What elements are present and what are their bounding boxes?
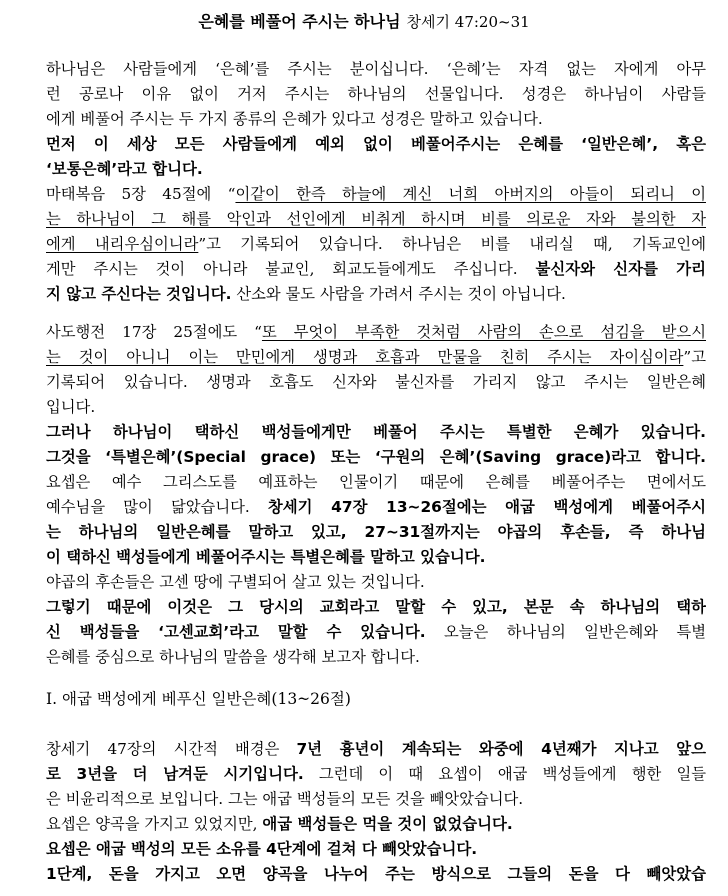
paragraph-line: 요셉은 예수 그리스도를 예표하는 인물이기 때문에 은혜를 베풀어주는 면에서도: [46, 473, 706, 491]
sermon-title: [0, 8, 728, 36]
section-heading: I. 애굽 백성에게 베푸신 일반은혜(13~26절): [46, 690, 351, 708]
bold-line: 요셉은 애굽 백성의 모든 소유를 4단계에 걸쳐 다 빼앗았습니다.: [46, 840, 478, 858]
paragraph-line: 요셉은 양곡을 가지고 있었지만, 애굽 백성들은 먹을 것이 없었습니다.: [46, 815, 513, 833]
paragraph-line: 입니다.: [46, 398, 96, 416]
scripture-reference: 창세기 47:20~31: [406, 13, 530, 31]
paragraph-line: 은혜를 중심으로 하나님의 말씀을 생각해 보고자 합니다.: [46, 648, 420, 666]
bold-line: 그렇기 때문에 이것은 그 당시의 교회라고 말할 수 있고, 본문 속 하나님의 택하: [46, 598, 706, 616]
paragraph-line: 런 공로나 이유 없이 거저 주시는 하나님의 선물입니다. 성경은 하나님이 사람들: [46, 85, 706, 103]
paragraph-line: 에게 베풀어 주시는 두 가지 종류의 은혜가 있다고 성경은 말하고 있습니다.: [46, 110, 543, 128]
paragraph-line: 게만 주시는 것이 아니라 불교인, 회교도들에게도 주십니다. 불신자와 신자를 가리: [46, 260, 706, 278]
paragraph-line: 야곱의 후손들은 고센 땅에 구별되어 살고 있는 것입니다.: [46, 573, 425, 591]
paragraph-line: 기록되어 있습니다. 생명과 호흡도 신자와 불신자를 가리지 않고 주시는 일반은혜: [46, 373, 706, 391]
sermon-title-text: 은혜를 베풀어 주시는 하나님: [198, 12, 401, 31]
paragraph-line: 예수님을 많이 닮았습니다. 창세기 47장 13~26절에는 애굽 백성에게 베풀어주시: [46, 498, 706, 516]
bold-line: 이 택하신 백성들에게 베풀어주시는 특별은혜를 말하고 있습니다.: [46, 548, 486, 566]
bold-line: 는 하나님의 일반은혜를 말하고 있고, 27~31절까지는 야곱의 후손들, 즉 하나님: [46, 523, 706, 541]
bold-line: ‘보통은혜’라고 합니다.: [46, 160, 203, 178]
paragraph-line: 은 비윤리적으로 보입니다. 그는 애굽 백성들의 모든 것을 빼앗았습니다.: [46, 790, 524, 808]
bold-line: 먼저 이 세상 모든 사람들에게 예외 없이 베풀어주시는 은혜를 ‘일반은혜’, 혹은: [46, 135, 706, 153]
paragraph-line: 지 않고 주신다는 것입니다. 산소와 물도 사람을 가려서 주시는 것이 아닙니다.: [46, 285, 566, 303]
bold-line: 그것을 ‘특별은혜’(Special grace) 또는 ‘구원의 은혜’(Saving grace)라고 합니다.: [46, 448, 706, 466]
quote-line: 는 하나님이 그 해를 악인과 선인에게 비취게 하시며 비를 의로운 자와 불의한 자: [46, 210, 706, 228]
bold-line: 그러나 하나님이 택하신 백성들에게만 베풀어 주시는 특별한 은혜가 있습니다.: [46, 423, 706, 441]
paragraph-line: 하나님은 사람들에게 ‘은혜’를 주시는 분이십니다. ‘은혜’는 자격 없는 자에게 아무: [46, 60, 706, 78]
quote-line: 는 것이 아니니 이는 만민에게 생명과 호흡과 만물을 친히 주시는 자이심이라”고: [46, 348, 706, 366]
quote-line: 마태복음 5장 45절에 “이같이 한즉 하늘에 계신 너희 아버지의 아들이 되리니 이: [46, 185, 706, 203]
paragraph-line: 창세기 47장의 시간적 배경은 7년 흉년이 계속되는 와중에 4년째가 지나고 앞으: [46, 740, 706, 758]
paragraph-line: 로 3년을 더 남겨둔 시기입니다. 그런데 이 때 요셉이 애굽 백성들에게 행한 일들: [46, 765, 706, 783]
quote-line: 에게 내리우심이니라”고 기록되어 있습니다. 하나님은 비를 내리실 때, 기독교인에: [46, 235, 706, 253]
bold-line: 1단계, 돈을 가지고 오면 양곡을 나누어 주는 방식으로 그들의 돈을 다 빼앗았습: [46, 865, 706, 883]
quote-line: 사도행전 17장 25절에도 “또 무엇이 부족한 것처럼 사람의 손으로 섬김을 받으시: [46, 323, 706, 341]
paragraph-line: 신 백성들을 ‘고센교회’라고 말할 수 있습니다. 오늘은 하나님의 일반은혜와 특별: [46, 623, 706, 641]
